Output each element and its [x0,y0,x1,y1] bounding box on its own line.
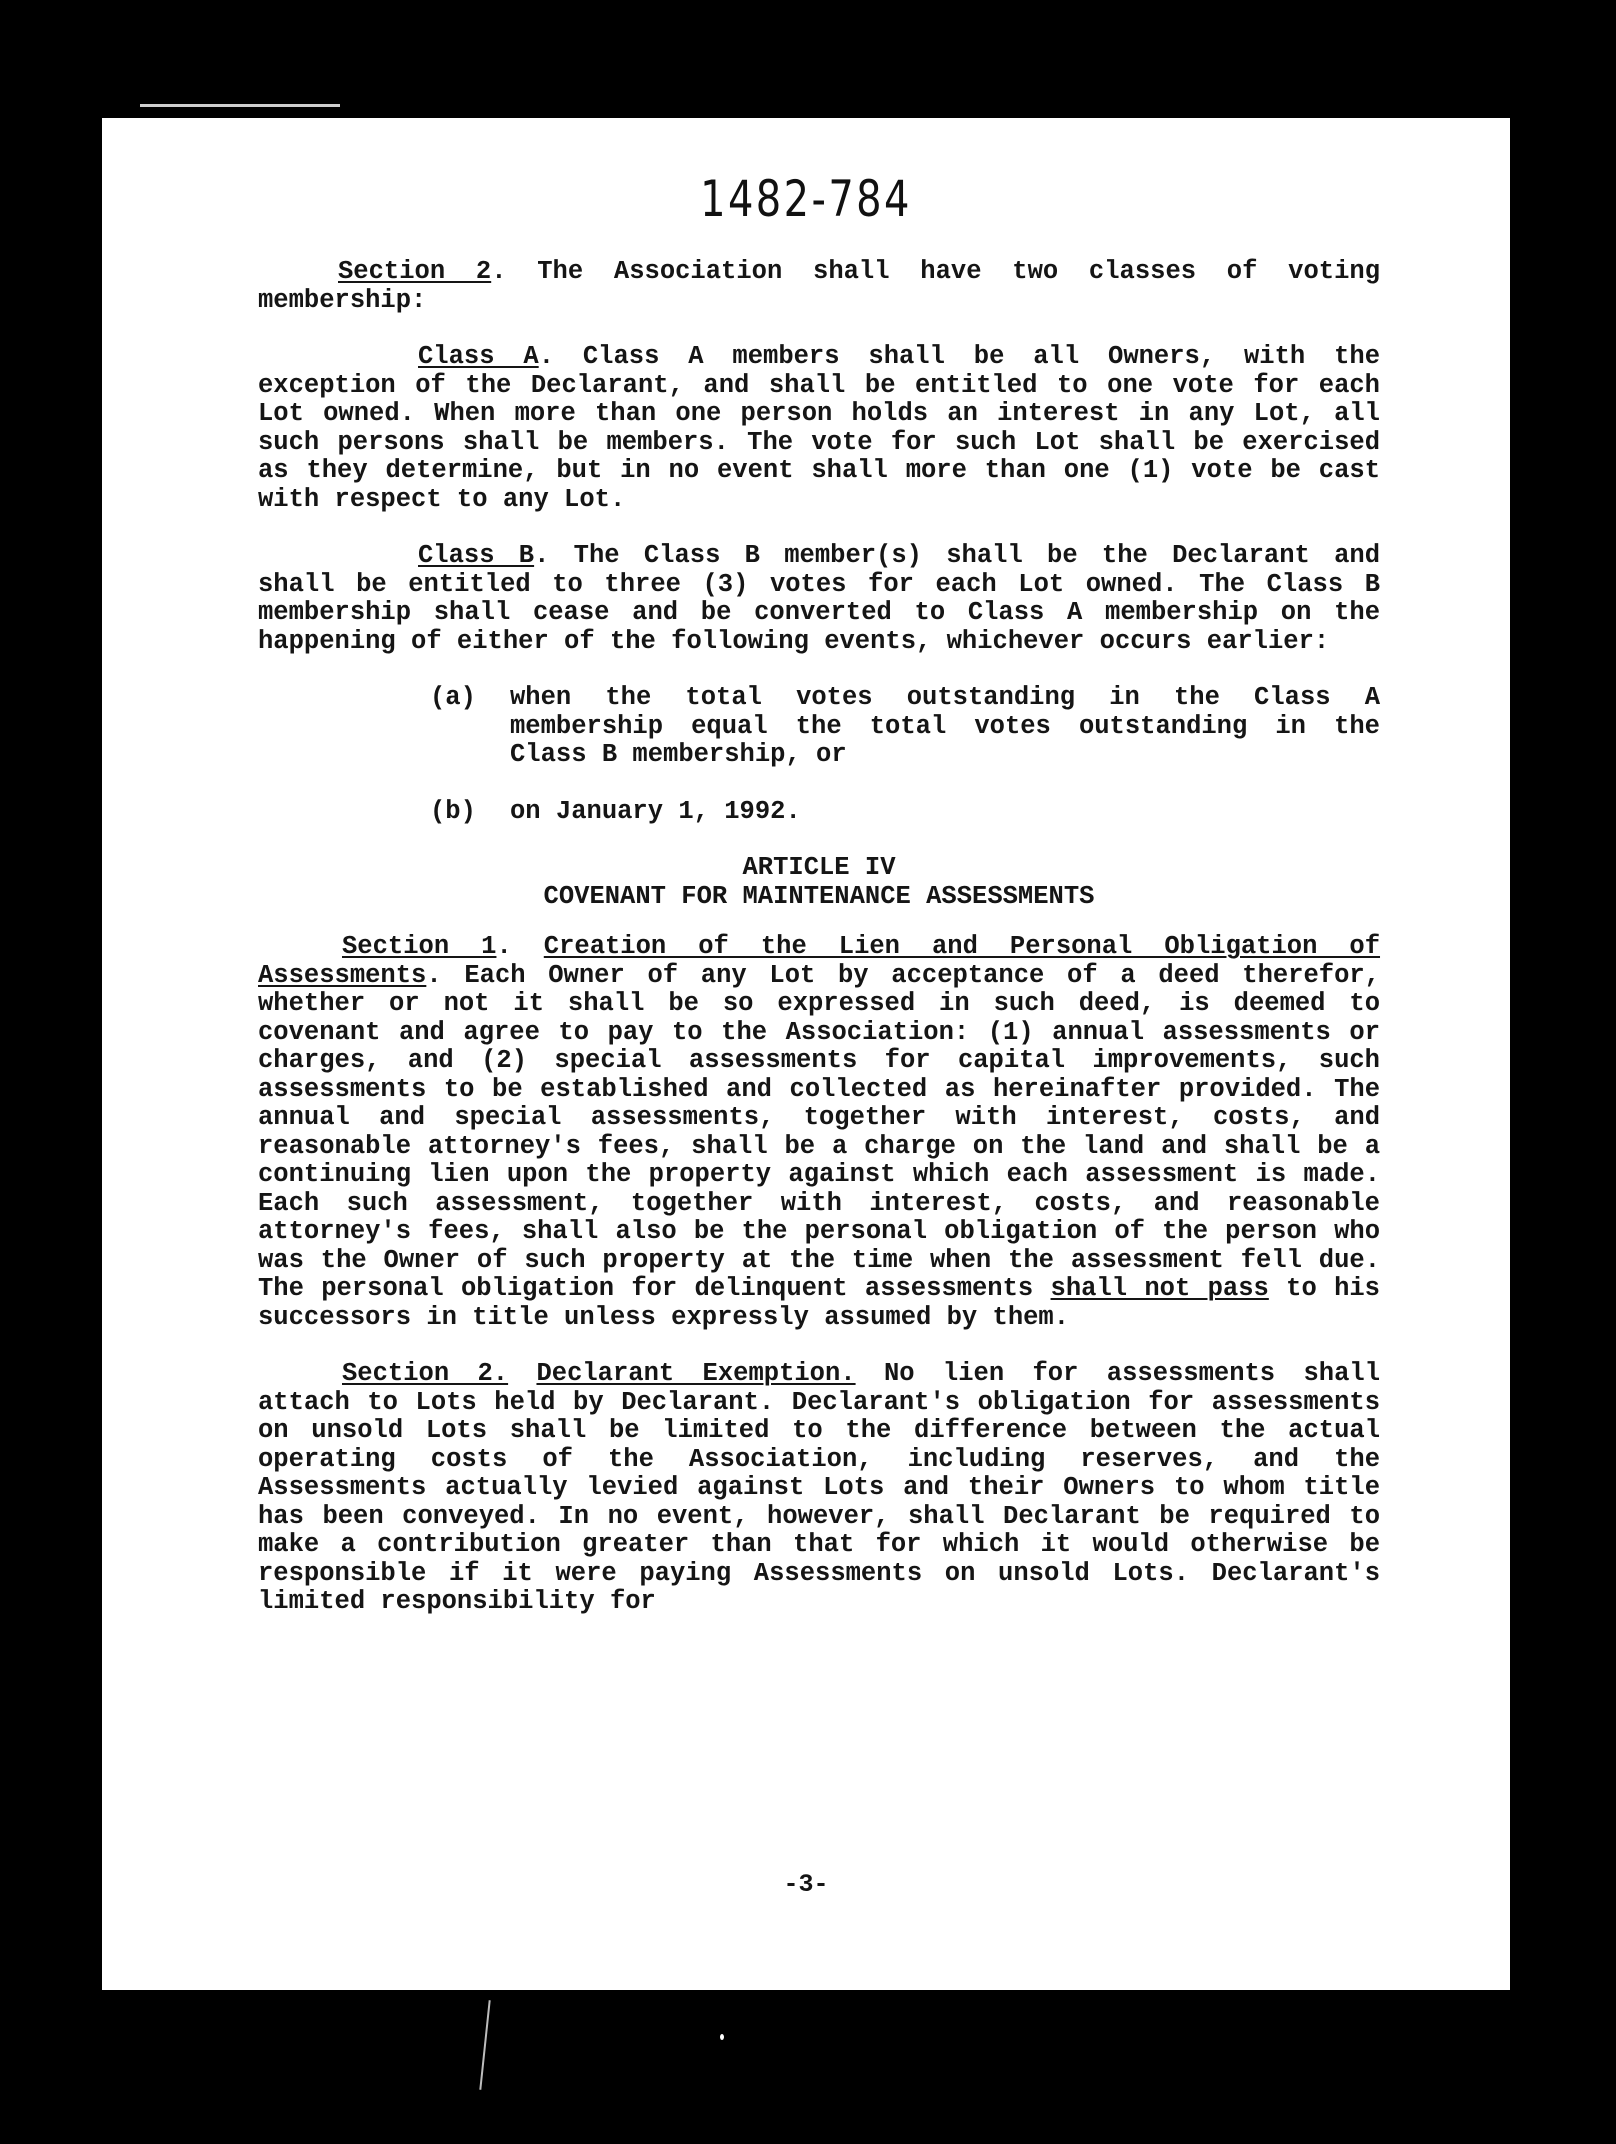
section-1-separator: . [496,932,544,961]
section-2-exemption-label: Section 2. [342,1359,509,1388]
class-a-text: . Class A members shall be all Owners, with the exception of the Declarant, and shall be entitled to one vote for each Lot owned. When more than one person holds an interest in any Lot, all such persons shall be members. The vote for such Lot shall be exercised as they determine, but in no event shall more than one (1) vote be cast with respect to any Lot. [258,342,1380,514]
document-body [258,258,1380,1645]
page-number: -3- [783,1870,829,1899]
event-marker-b: (b) [430,796,476,826]
scan-edge-streak [140,104,340,107]
scan-speck-bottom [720,2034,724,2040]
section-2-exemption-space [508,1359,536,1388]
article-title: COVENANT FOR MAINTENANCE ASSESSMENTS [543,881,1095,911]
section-1-emphasis: shall not pass [1050,1274,1269,1303]
document-number: 1482-784 [700,170,912,228]
section-1-title-period: . [426,960,442,990]
article-number: ARTICLE IV [742,853,896,882]
class-b-text: . The Class B member(s) shall be the Declarant and shall be entitled to three (3) votes for each Lot owned. The Class B membership shall cease and be converted to Class A membership on the happening of either of the following events, whichever occurs earlier: [258,541,1380,656]
section-2-exemption-paragraph [258,1360,1380,1617]
event-item-a [430,684,1380,770]
event-item-b [430,798,1380,827]
scan-streak-bottom [479,2000,490,2090]
section-2-label: Section 2 [338,257,492,286]
section-2-text: . The Association shall have two classes of voting membership: [258,257,1380,315]
section-2-voting-paragraph [258,258,1380,315]
section-1-text: Each Owner of any Lot by acceptance of a deed therefor, whether or not it shall be so expressed in such deed, is deemed to covenant and agree to pay to the Association: (1) annual assessments or charges, and (2) special assessments for capital improvements, such assessments to be established and collected as hereinafter provided. The annual and special assessments, together with interest, costs, and reasonable attorney's fees, shall be a charge on the land and shall be a continuing lien upon the property against which each assessment is made. Each such assessment, together with interest, costs, and reasonable attorney's fees, shall also be the personal obligation of the person who was the Owner of such property at the time when the assessment fell due. The personal obligation for delinquent assessments [258,960,1380,1303]
section-2-exemption-text: No lien for assessments shall attach to Lots held by Declarant. Declarant's obligation for assessments on unsold Lots shall be limited to the difference between the actual operating costs of the Association, including reserves, and the Assessments actually levied against Lots and their Owners to whom title has been conveyed. In no event, however, shall Declarant be required to make a contribution greater than that for which it would otherwise be responsible if it were paying Assessments on unsold Lots. Declarant's limited responsibility for [258,1359,1380,1616]
event-text-b: on January 1, 1992. [510,796,801,826]
section-2-exemption-title: Declarant Exemption. [536,1359,856,1388]
event-marker-a: (a) [430,683,476,712]
class-b-paragraph [258,542,1380,656]
section-1-title: Creation of the Lien and Personal Obligation of Assessments [258,932,1381,990]
document-sheet [102,118,1510,1990]
section-1-text-end: to his successors in title unless expressly assumed by them. [258,1274,1380,1332]
class-a-paragraph [258,343,1380,514]
class-a-label: Class A [418,342,539,371]
event-text-a: when the total votes outstanding in the Class A membership equal the total votes outstanding in the Class B membership, or [510,683,1380,769]
article-heading [258,854,1380,911]
section-1-paragraph [258,933,1380,1332]
class-b-label: Class B [418,541,535,570]
section-1-label: Section 1 [342,932,497,961]
